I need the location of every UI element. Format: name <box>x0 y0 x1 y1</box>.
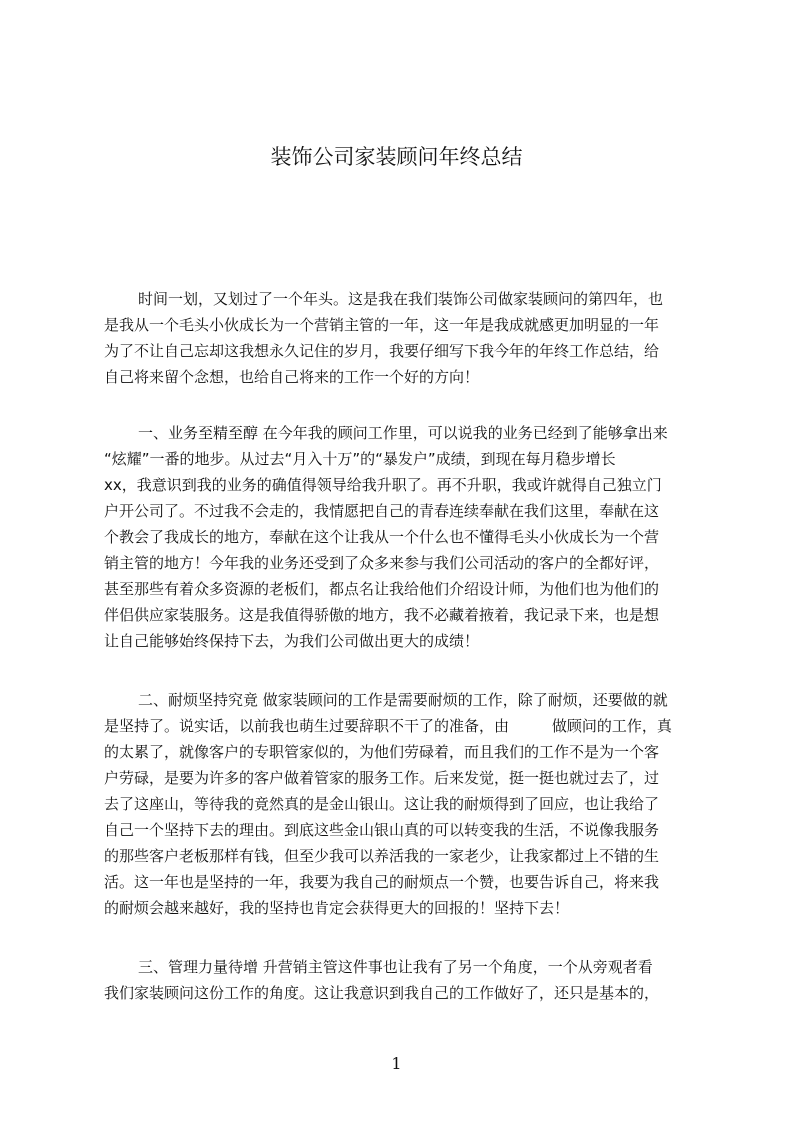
paragraph-line: 为了不让自己忘却这我想永久记住的岁月，我要仔细写下我今年的年终工作总结，给 <box>104 342 660 360</box>
paragraph-line: 户开公司了。不过我不会走的，我情愿把自己的青春连续奉献在我们这里，奉献在这 <box>104 502 660 520</box>
paragraph-section-two <box>104 687 700 921</box>
paragraph-line: 活。这一年也是坚持的一年，我要为我自己的耐烦点一个赞，也要告诉自己，将来我 <box>104 873 660 891</box>
paragraph-line: 户劳碌，是要为许多的客户做着管家的服务工作。后来发觉，挺一挺也就过去了，过 <box>104 769 660 787</box>
paragraph-line: 去了这座山，等待我的竟然真的是金山银山。这让我的耐烦得到了回应，也让我给了 <box>104 795 660 813</box>
paragraph-line: 自己将来留个念想，也给自己将来的工作一个好的方向！ <box>104 368 480 386</box>
paragraph-line: 时间一划，又划过了一个年头。这是我在我们装饰公司做家装顾问的第四年，也 <box>138 290 664 308</box>
paragraph-line: 的耐烦会越来越好，我的坚持也肯定会获得更大的回报的！坚持下去！ <box>104 899 570 917</box>
paragraph-line: 伴侣供应家装服务。这是我值得骄傲的地方，我不必藏着掖着，我记录下来，也是想 <box>104 606 660 624</box>
paragraph-line: 销主管的地方！今年我的业务还受到了众多来参与我们公司活动的客户的全都好评， <box>104 554 660 572</box>
paragraph-line: xx，我意识到我的业务的确值得领导给我升职了。再不升职，我或许就得自己独立门 <box>104 476 662 494</box>
document-title: 装饰公司家装顾问年终总结 <box>270 145 523 169</box>
paragraph-line: 是我从一个毛头小伙成长为一个营销主管的一年，这一年是我成就感更加明显的一年 <box>104 316 660 334</box>
paragraph-line: 让自己能够始终保持下去，为我们公司做出更大的成绩！ <box>104 632 480 650</box>
paragraph-line: 的太累了，就像客户的专职管家似的，为他们劳碌着，而且我们的工作不是为一个客 <box>104 743 660 761</box>
paragraph-line: 是坚持了。说实话，以前我也萌生过要辞职不干了的准备，由 做顾问的工作，真 <box>104 717 672 735</box>
paragraph-section-three <box>104 954 700 1006</box>
paragraph-line: 自己一个坚持下去的理由。到底这些金山银山真的可以转变我的生活，不说像我服务 <box>104 821 660 839</box>
paragraph-section-one <box>104 420 700 654</box>
paragraph-line: 二、耐烦坚持究竟 做家装顾问的工作是需要耐烦的工作，除了耐烦，还要做的就 <box>138 691 668 709</box>
paragraph-line: 的那些客户老板那样有钱，但至少我可以养活我的一家老少，让我家都过上不错的生 <box>104 847 660 865</box>
paragraph-line: 一、业务至精至醇 在今年我的顾问工作里，可以说我的业务已经到了能够拿出来 <box>138 424 668 442</box>
paragraph-line: 个教会了我成长的地方，奉献在这个让我从一个什么也不懂得毛头小伙成长为一个营 <box>104 528 660 546</box>
paragraph-line: 三、管理力量待增 升营销主管这件事也让我有了另一个角度，一个从旁观者看 <box>138 958 653 976</box>
page-number: 1 <box>391 1054 402 1073</box>
paragraph-intro <box>104 286 700 390</box>
document-body <box>104 286 700 1036</box>
paragraph-line: “炫耀”一番的地步。从过去“月入十万”的“暴发户”成绩，到现在每月稳步增长 <box>104 450 616 468</box>
paragraph-line: 甚至那些有着众多资源的老板们，都点名让我给他们介绍设计师，为他们也为他们的 <box>104 580 660 598</box>
paragraph-line: 我们家装顾问这份工作的角度。这让我意识到我自己的工作做好了，还只是基本的， <box>104 984 660 1002</box>
